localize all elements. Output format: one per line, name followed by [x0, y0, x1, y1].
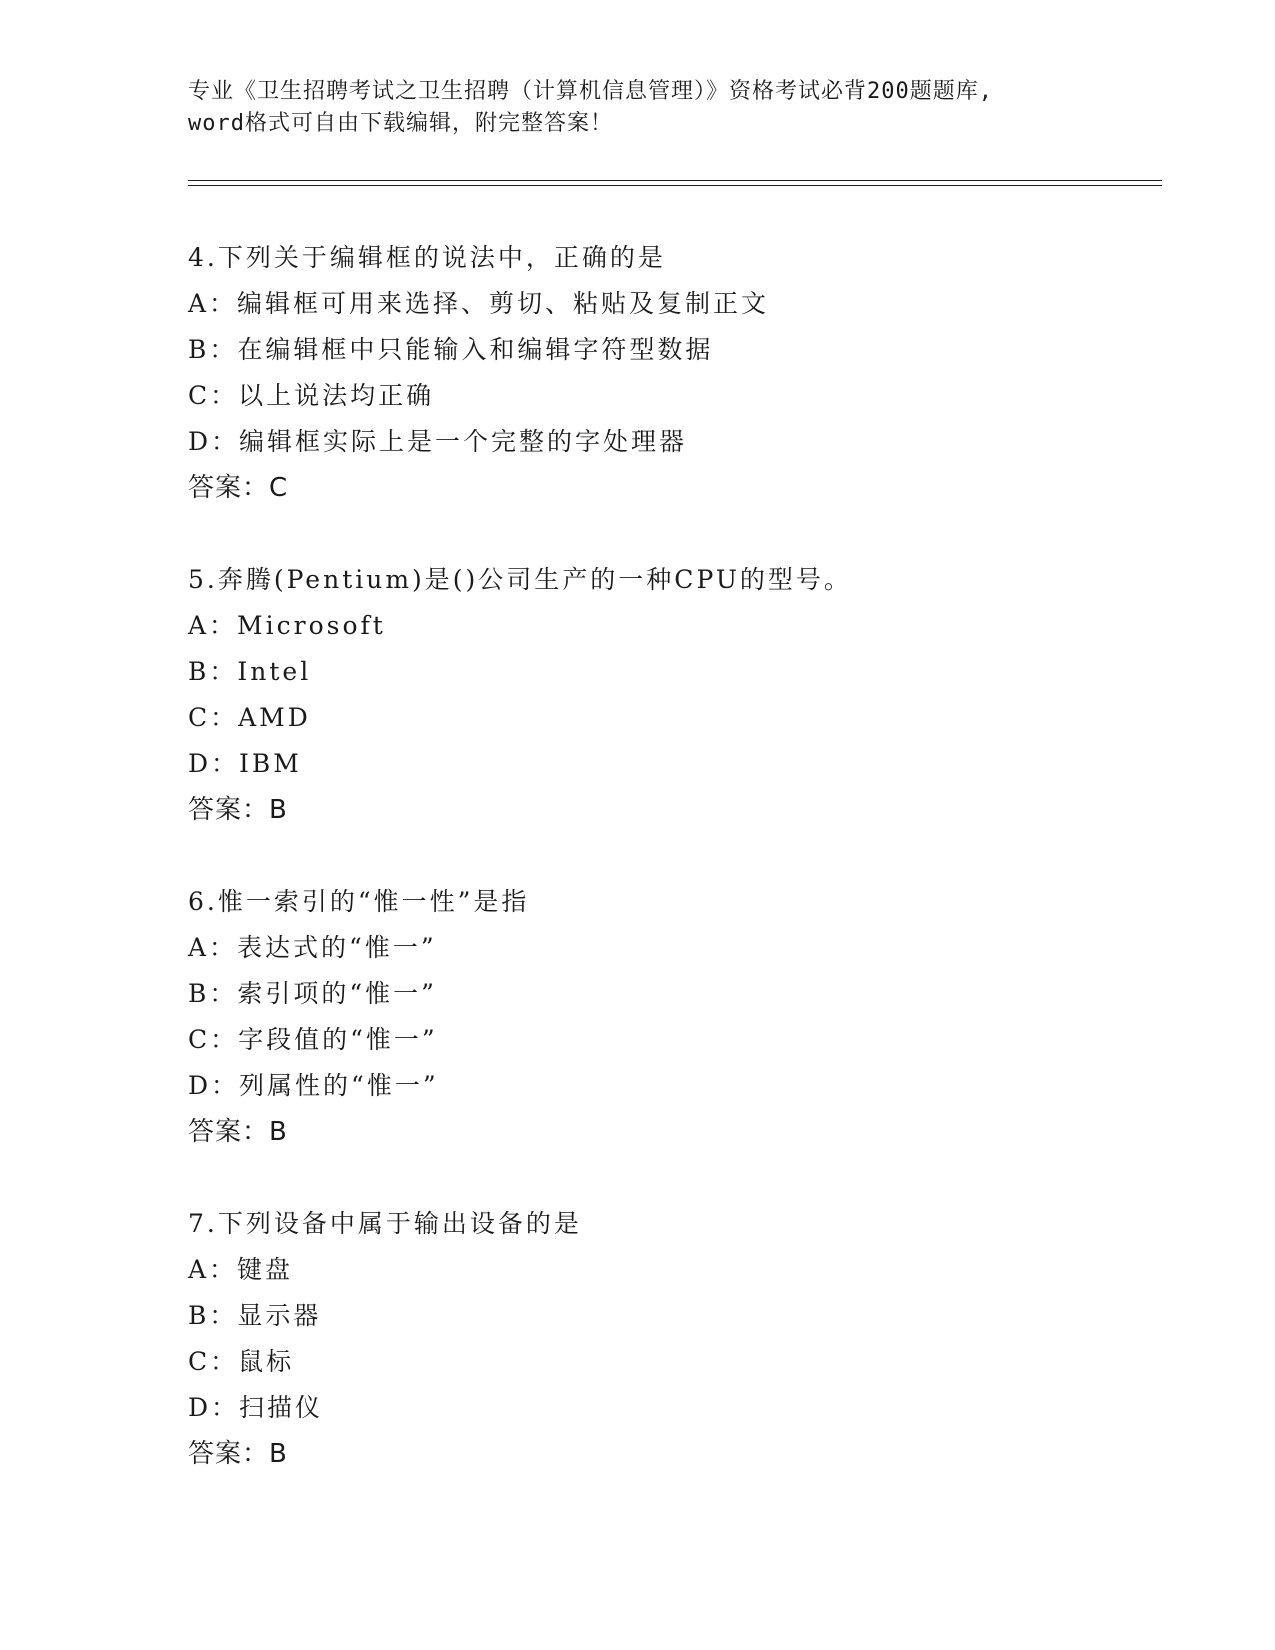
option-c: C：鼠标 [188, 1347, 295, 1376]
option-c: C：AMD [188, 703, 311, 732]
answer-line: 答案：B [188, 795, 288, 825]
option-a: A：键盘 [188, 1255, 294, 1284]
question-block [188, 1201, 1138, 1477]
question-stem: 5.奔腾(Pentium)是()公司生产的一种CPU的型号。 [188, 565, 852, 594]
answer-line: 答案：B [188, 1439, 288, 1469]
option-a: A：表达式的“惟一” [188, 933, 437, 962]
document-header [188, 76, 1088, 140]
answer-line: 答案：C [188, 473, 289, 503]
question-block [188, 235, 1138, 511]
header-divider-bottom [188, 185, 1162, 186]
option-d: D：扫描仪 [188, 1393, 324, 1422]
option-d: D：编辑框实际上是一个完整的字处理器 [188, 427, 688, 456]
option-b: B：索引项的“惟一” [188, 979, 437, 1008]
option-a: A：Microsoft [188, 611, 386, 640]
header-line-2: word格式可自由下载编辑，附完整答案！ [188, 111, 613, 136]
header-line-1: 专业《卫生招聘考试之卫生招聘（计算机信息管理）》资格考试必背200题题库, [188, 79, 993, 104]
answer-line: 答案：B [188, 1117, 288, 1147]
question-list [188, 235, 1138, 1523]
question-block [188, 557, 1138, 833]
header-divider-top [188, 180, 1162, 181]
question-stem: 4.下列关于编辑框的说法中，正确的是 [188, 243, 666, 272]
option-a: A：编辑框可用来选择、剪切、粘贴及复制正文 [188, 289, 770, 318]
question-block [188, 879, 1138, 1155]
option-b: B：显示器 [188, 1301, 322, 1330]
option-b: B：Intel [188, 657, 312, 686]
option-d: D：列属性的“惟一” [188, 1071, 439, 1100]
question-stem: 6.惟一索引的“惟一性”是指 [188, 887, 530, 916]
option-b: B：在编辑框中只能输入和编辑字符型数据 [188, 335, 714, 364]
question-stem: 7.下列设备中属于输出设备的是 [188, 1209, 582, 1238]
option-c: C：字段值的“惟一” [188, 1025, 438, 1054]
option-c: C：以上说法均正确 [188, 381, 435, 410]
option-d: D：IBM [188, 749, 302, 778]
